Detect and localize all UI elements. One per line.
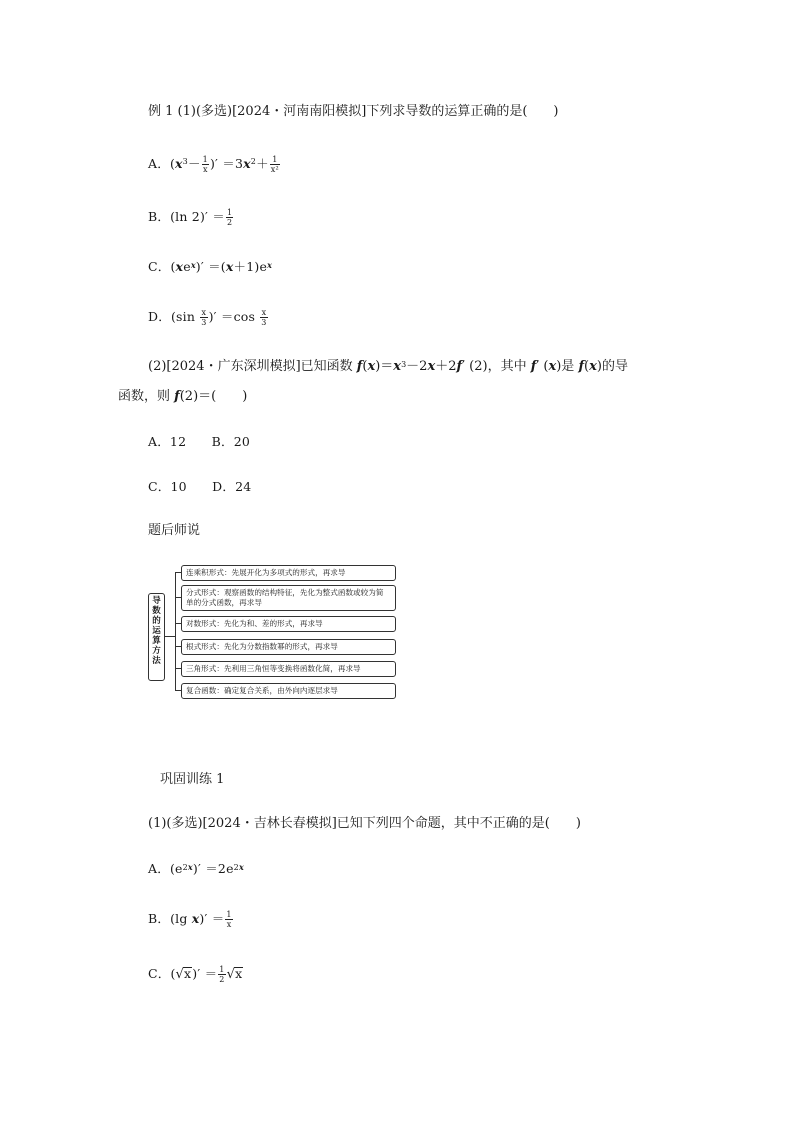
math-var: x bbox=[191, 911, 200, 926]
diagram-root bbox=[148, 593, 165, 681]
option-label: C． bbox=[148, 966, 171, 981]
branch-composite: 复合函数：确定复合关系，由外向内逐层求导 bbox=[181, 683, 396, 699]
math-sup-num: 2 bbox=[233, 863, 239, 872]
math-var: x bbox=[393, 359, 402, 374]
branch-fraction: 分式形式：观察函数的结构特征，先化为整式函数或较为简单的分式函数，再求导 bbox=[181, 585, 396, 611]
text: ′ ( bbox=[536, 359, 549, 374]
math-text: ＋ bbox=[256, 156, 269, 171]
math-text: (sin bbox=[170, 309, 200, 324]
choices-row-2: C．10 D．24 bbox=[148, 479, 252, 494]
option-label: A． bbox=[148, 861, 170, 876]
math-text: ＝( bbox=[208, 259, 226, 274]
math-text: e bbox=[183, 259, 191, 274]
text: ( bbox=[362, 359, 368, 374]
math-sup-var: x bbox=[238, 862, 244, 872]
math-text: (ln 2)′ bbox=[170, 209, 209, 224]
radicand: x bbox=[184, 966, 192, 981]
fraction-num: 1 bbox=[219, 965, 225, 974]
root-char: 方 bbox=[152, 646, 161, 656]
practice-title: 巩固训练 1 bbox=[160, 772, 225, 787]
fraction-num: 1 bbox=[226, 910, 232, 919]
option-label: A． bbox=[148, 156, 170, 171]
option-label: C． bbox=[148, 259, 171, 274]
math-sup: 3 bbox=[401, 360, 407, 369]
text: 函数，则 bbox=[118, 389, 175, 404]
option-label: D． bbox=[148, 309, 171, 324]
math-sup bbox=[234, 863, 244, 872]
math-sup-num: 2 bbox=[182, 863, 188, 872]
text: )的导 bbox=[596, 359, 628, 374]
math-text: ( bbox=[169, 156, 176, 171]
radical-icon: √ bbox=[226, 967, 236, 982]
option-a bbox=[148, 155, 281, 174]
fraction-den: 3 bbox=[261, 318, 267, 327]
fraction bbox=[225, 910, 232, 929]
math-text: ＝ bbox=[212, 209, 225, 224]
root-char: 数 bbox=[152, 606, 161, 616]
math-text: )′ bbox=[199, 911, 208, 926]
fraction-num: 1 bbox=[226, 208, 233, 217]
radicand: x bbox=[235, 966, 243, 981]
diagram-spine bbox=[175, 572, 176, 690]
fraction-den: 3 bbox=[201, 318, 207, 327]
radical-icon: √ bbox=[175, 967, 185, 982]
fraction bbox=[226, 208, 233, 227]
example-1-title: 例 1 (1)(多选)[2024・河南南阳模拟]下列求导数的运算正确的是( ) bbox=[148, 104, 559, 119]
math-var: f bbox=[456, 359, 463, 374]
math-var: f bbox=[530, 359, 537, 374]
option-d bbox=[148, 308, 269, 327]
text: (2)＝( ) bbox=[179, 389, 248, 404]
math-var: f bbox=[356, 359, 363, 374]
math-text: － bbox=[187, 156, 201, 171]
fraction-num: 1 bbox=[202, 155, 208, 164]
math-text: ＝ bbox=[211, 911, 225, 926]
branch-product: 连乘积形式：先展开化为多项式的形式，再求导 bbox=[181, 565, 396, 581]
fraction bbox=[270, 155, 280, 174]
fraction bbox=[202, 155, 209, 174]
text: －2 bbox=[406, 359, 428, 374]
option-label: B． bbox=[148, 911, 171, 926]
math-text: (lg bbox=[170, 911, 192, 926]
part-2-line-2 bbox=[118, 388, 247, 406]
fraction-num: 1 bbox=[270, 155, 280, 165]
option-b bbox=[148, 208, 234, 227]
derivative-methods-diagram bbox=[148, 563, 398, 701]
math-sup: 3 bbox=[182, 157, 188, 166]
branch-radical: 根式形式：先化为分数指数幂的形式，再求导 bbox=[181, 639, 396, 655]
fraction-num: x bbox=[201, 308, 207, 317]
text: ＋2 bbox=[435, 359, 457, 374]
root-char: 运 bbox=[152, 626, 161, 636]
text: ( bbox=[584, 359, 590, 374]
root-char: 的 bbox=[152, 616, 161, 626]
math-text: )′ bbox=[192, 861, 202, 876]
math-sup: 2 bbox=[250, 157, 257, 166]
math-text: ＝ bbox=[204, 966, 218, 981]
root-char: 导 bbox=[152, 596, 161, 606]
text: )＝ bbox=[375, 359, 394, 374]
option-c bbox=[148, 258, 272, 276]
math-var: x bbox=[548, 359, 557, 374]
math-text: ＝3 bbox=[222, 156, 244, 171]
math-var: f bbox=[174, 389, 180, 404]
math-var: x bbox=[175, 259, 184, 274]
math-var: f bbox=[578, 359, 585, 374]
math-var: x bbox=[175, 156, 183, 171]
part-2-line-1 bbox=[148, 358, 628, 376]
fraction bbox=[260, 308, 267, 327]
fraction-den: x² bbox=[270, 165, 279, 174]
choices-row-1: A．12 B．20 bbox=[148, 434, 251, 449]
practice-question: (1)(多选)[2024・吉林长春模拟]已知下列四个命题，其中不正确的是( ) bbox=[148, 816, 581, 831]
branch-log: 对数形式：先化为和、差的形式，再求导 bbox=[181, 616, 396, 632]
practice-option-b bbox=[148, 910, 234, 929]
text: )是 bbox=[556, 359, 579, 374]
option-label: B． bbox=[148, 209, 171, 224]
math-sup: x bbox=[267, 260, 273, 270]
fraction bbox=[200, 308, 207, 327]
fraction-num: x bbox=[261, 308, 267, 317]
practice-option-a bbox=[148, 860, 244, 879]
math-text: )′ bbox=[208, 309, 217, 324]
math-sup-var: x bbox=[187, 862, 193, 872]
math-text: ＝cos bbox=[220, 309, 260, 324]
teacher-says-heading: 题后师说 bbox=[148, 523, 201, 538]
branch-trig: 三角形式：先利用三角恒等变换将函数化简，再求导 bbox=[181, 661, 396, 677]
diagram-connector bbox=[165, 636, 175, 637]
math-text: )′ bbox=[209, 156, 219, 171]
fraction-den: x bbox=[226, 920, 232, 929]
fraction-den: 2 bbox=[226, 218, 233, 227]
practice-option-c bbox=[148, 965, 243, 984]
math-text: ＝2e bbox=[205, 861, 234, 876]
fraction-den: x bbox=[202, 165, 208, 174]
root-char: 算 bbox=[152, 636, 161, 646]
math-text: ( bbox=[170, 966, 176, 981]
math-text: (e bbox=[169, 861, 183, 876]
text: ′ (2)，其中 bbox=[462, 359, 531, 374]
math-var: x bbox=[367, 359, 376, 374]
root-char: 法 bbox=[152, 656, 161, 666]
math-var: x bbox=[427, 359, 436, 374]
math-sup: x bbox=[190, 260, 196, 270]
math-var: x bbox=[589, 359, 597, 374]
math-var: x bbox=[243, 156, 251, 171]
fraction-den: 2 bbox=[219, 975, 225, 984]
fraction bbox=[218, 965, 225, 984]
math-text: ( bbox=[170, 259, 176, 274]
math-text: ＋1)e bbox=[233, 259, 268, 274]
math-var: x bbox=[225, 259, 234, 274]
math-sup bbox=[183, 863, 193, 872]
math-text: )′ bbox=[192, 966, 201, 981]
text: (2)[2024・广东深圳模拟]已知函数 bbox=[148, 359, 357, 374]
math-text: )′ bbox=[195, 259, 204, 274]
